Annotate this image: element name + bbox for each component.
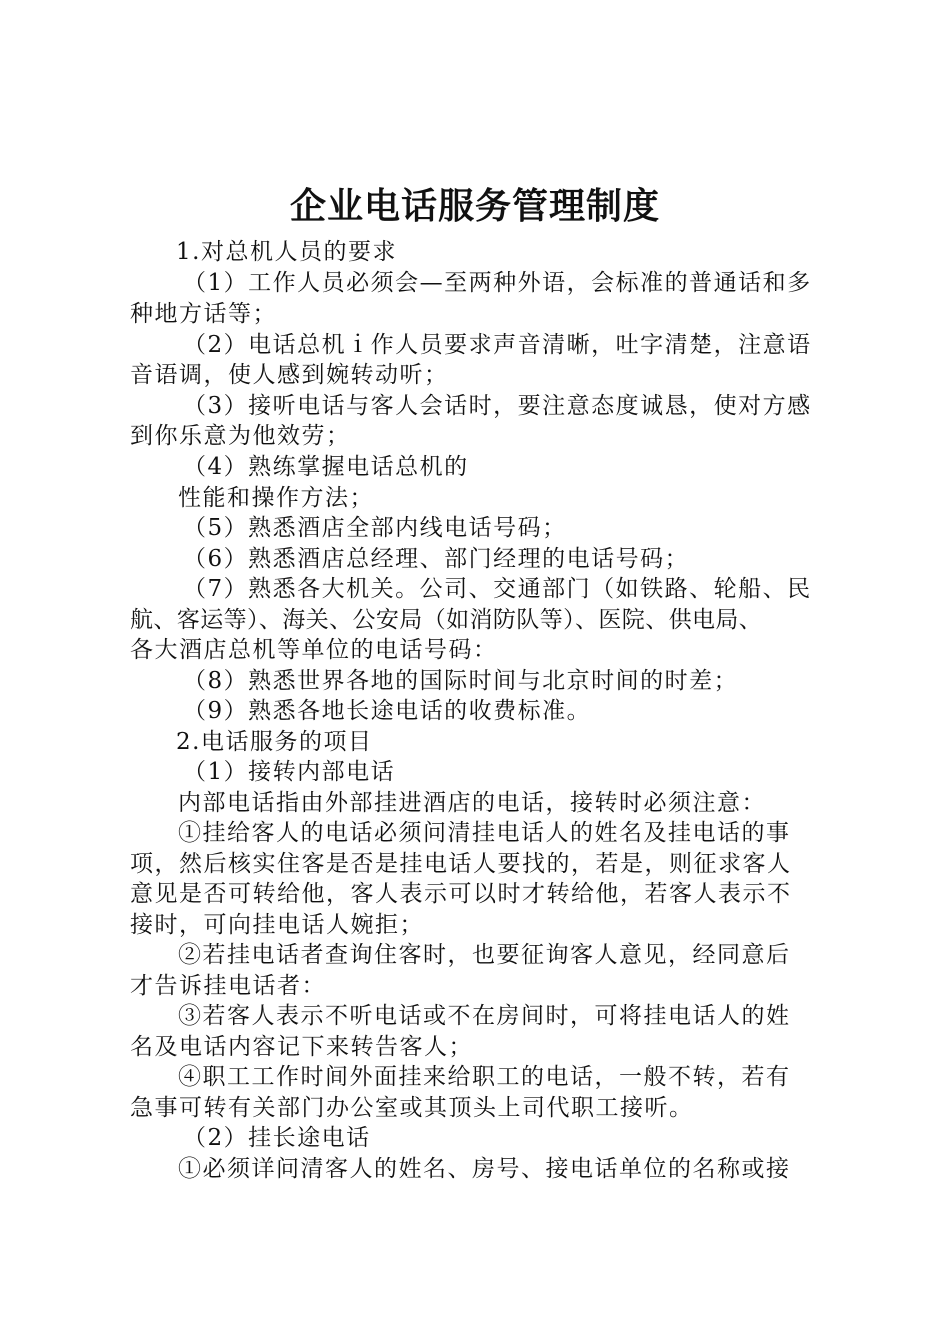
paragraph-line: 名及电话内容记下来转告客人； — [130, 1034, 473, 1060]
paragraph-line: 各大酒店总机等单位的电话号码： — [130, 637, 498, 663]
section-heading-2: 2.电话服务的项目 — [176, 729, 373, 755]
paragraph-line: 意见是否可转给他，客人表示可以时才转给他，若客人表示不 — [130, 881, 792, 907]
paragraph-line: 性能和操作方法； — [178, 485, 374, 511]
paragraph-line: 急事可转有关部门办公室或其顶头上司代职工接听。 — [130, 1095, 694, 1121]
paragraph-line: ②若挂电话者查询住客时，也要征询客人意见，经同意后 — [178, 942, 791, 968]
paragraph-line: 到你乐意为他效劳； — [130, 423, 351, 449]
paragraph-line: （6）熟悉酒店总经理、部门经理的电话号码； — [183, 546, 690, 572]
paragraph-line: 音语调，使人感到婉转动听； — [130, 362, 449, 388]
paragraph-line: ③若客人表示不听电话或不在房间时，可将挂电话人的姓 — [178, 1003, 791, 1029]
paragraph-line: 内部电话指由外部挂进酒店的电话，接转时必须注意： — [178, 790, 766, 816]
paragraph-line: （4）熟练掌握电话总机的 — [183, 454, 469, 480]
subsection-heading: （1）接转内部电话 — [183, 759, 396, 785]
section-heading-1: 1.对总机人员的要求 — [176, 239, 397, 265]
paragraph-line: ①必须详问清客人的姓名、房号、接电话单位的名称或接 — [178, 1156, 791, 1182]
paragraph-line: （1）工作人员必须会—至两种外语，会标准的普通话和多 — [183, 270, 812, 296]
paragraph-line: （8）熟悉世界各地的国际时间与北京时间的时差； — [183, 668, 739, 694]
paragraph-line: （3）接听电话与客人会话时，要注意态度诚恳，使对方感 — [183, 393, 812, 419]
paragraph-line: ①挂给客人的电话必须问清挂电话人的姓名及挂电话的事 — [178, 820, 791, 846]
paragraph-line: 项，然后核实住客是否是挂电话人要找的，若是，则征求客人 — [130, 851, 792, 877]
paragraph-line: 种地方话等； — [130, 301, 277, 327]
paragraph-line: （5）熟悉酒店全部内线电话号码； — [183, 515, 567, 541]
subsection-heading: （2）挂长途电话 — [183, 1125, 371, 1151]
document-title: 企业电话服务管理制度 — [289, 186, 660, 227]
paragraph-line: （2）电话总机ｉ作人员要求声音清晰，吐字清楚，注意语 — [183, 332, 812, 358]
paragraph-line: ④职工工作时间外面挂来给职工的电话，一般不转，若有 — [178, 1064, 791, 1090]
paragraph-line: 接时，可向挂电话人婉拒； — [130, 912, 424, 938]
paragraph-line: （7）熟悉各大机关。公司、交通部门（如铁路、轮船、民 — [183, 576, 812, 602]
paragraph-line: 才告诉挂电话者： — [130, 973, 326, 999]
paragraph-line: 航、客运等）、海关、公安局（如消防队等）、医院、供电局、 — [130, 607, 763, 633]
paragraph-line: （9）熟悉各地长途电话的收费标准。 — [183, 698, 592, 724]
